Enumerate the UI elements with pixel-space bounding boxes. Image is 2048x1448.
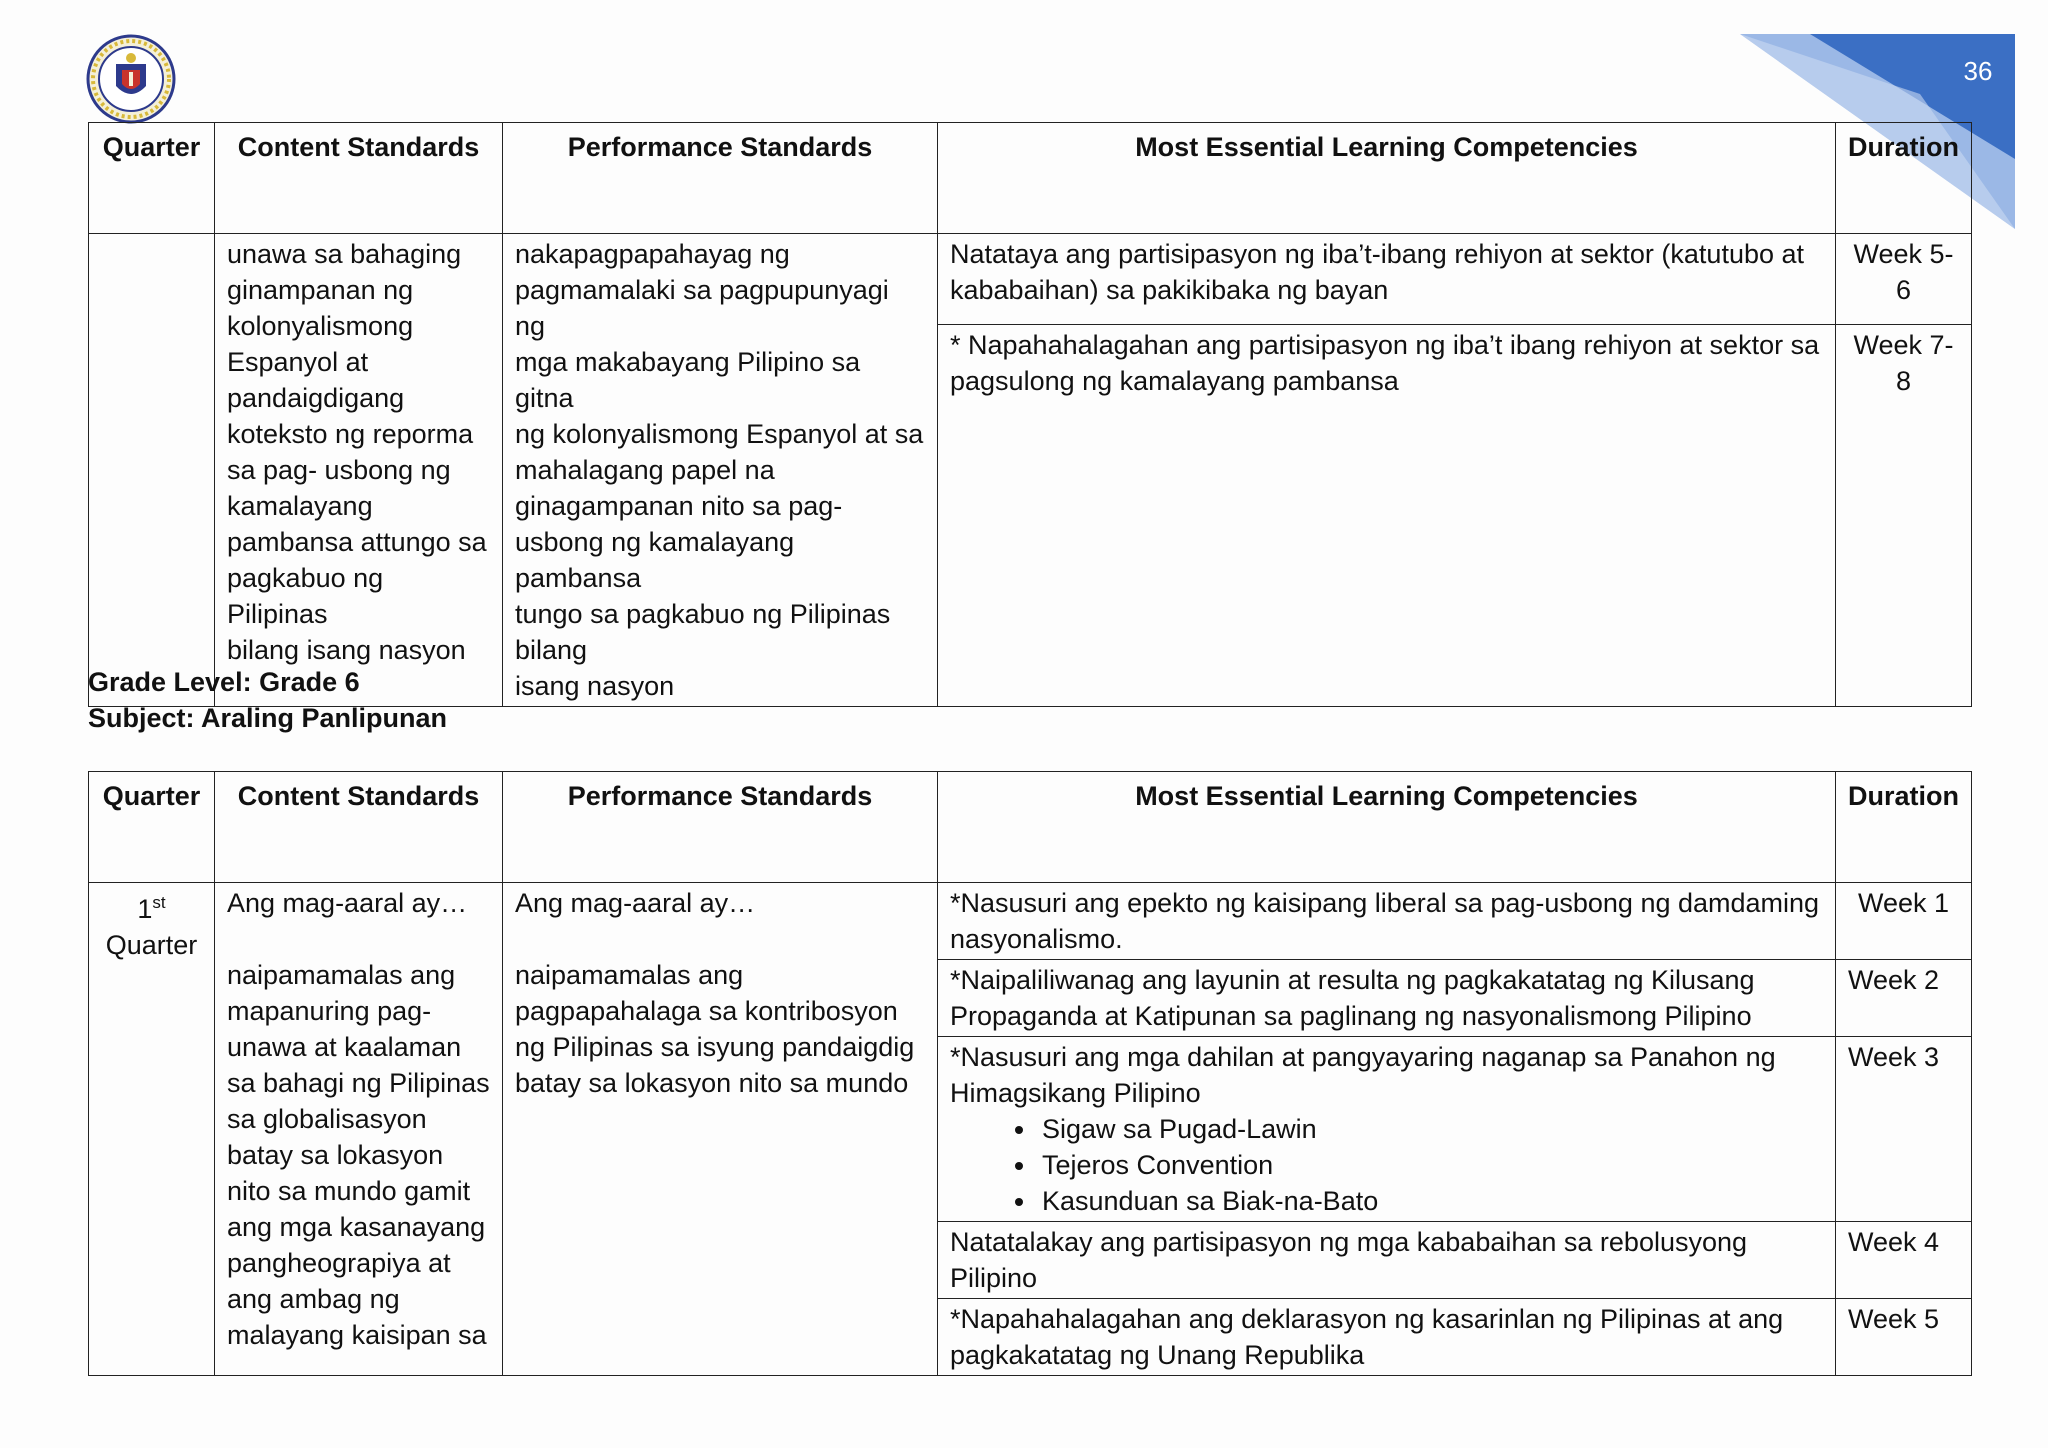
quarter-ordinal: st — [152, 893, 166, 912]
quarter-number: 1 — [137, 894, 153, 924]
content-standards-cell: unawa sa bahaging ginampanan ng kolonyalismong Espanyol at pandaigdigang koteksto ng reporma sa pag- usbong ng kamalayang pambansa attungo sa pagkabuo ng Pilipinas bilang isang nasyon — [215, 234, 503, 707]
page-number: 36 — [1963, 56, 1993, 86]
performance-standards-cell — [503, 883, 938, 1376]
melc-cell — [938, 1037, 1836, 1222]
header-melc: Most Essential Learning Competencies — [938, 772, 1836, 883]
header-duration: Duration — [1836, 772, 1972, 883]
grade-level-label: Grade Level: Grade 6 — [88, 667, 360, 697]
table-header-row — [89, 772, 1972, 883]
melc-cell: *Napahahalagahan ang deklarasyon ng kasarinlan ng Pilipinas at ang pagkakatatag ng Unang Republika — [938, 1299, 1836, 1376]
list-item: • Tejeros Convention — [1038, 1147, 1823, 1183]
header-content-standards: Content Standards — [215, 772, 503, 883]
table-row — [89, 234, 1972, 325]
header-content-standards: Content Standards — [215, 123, 503, 234]
list-item: • Kasunduan sa Biak-na-Bato — [1038, 1183, 1823, 1219]
list-item: • Sigaw sa Pugad-Lawin — [1038, 1111, 1823, 1147]
header-quarter: Quarter — [89, 123, 215, 234]
duration-cell: Week 1 — [1836, 883, 1972, 960]
melc-cell: * Napahahalagahan ang partisipasyon ng iba’t ibang rehiyon at sektor sa pagsulong ng kamalayang pambansa — [938, 325, 1836, 707]
melc-text: *Nasusuri ang mga dahilan at pangyayaring naganap sa Panahon ng Himagsikang Pilipino — [950, 1042, 1776, 1108]
melc-cell: Natatalakay ang partisipasyon ng mga kababaihan sa rebolusyong Pilipino — [938, 1222, 1836, 1299]
header-performance-standards: Performance Standards — [503, 123, 938, 234]
header-performance-standards: Performance Standards — [503, 772, 938, 883]
header-melc: Most Essential Learning Competencies — [938, 123, 1836, 234]
header-duration: Duration — [1836, 123, 1972, 234]
competency-table-continued — [88, 122, 1972, 707]
document-meta — [88, 664, 447, 736]
subject-label: Subject: Araling Panlipunan — [88, 703, 448, 733]
table-header-row — [89, 123, 1972, 234]
header-quarter: Quarter — [89, 772, 215, 883]
quarter-cell — [89, 883, 215, 1376]
table-row — [89, 883, 1972, 960]
melc-cell: *Naipaliliwanag ang layunin at resulta ng pagkakatatag ng Kilusang Propaganda at Katipunan sa paglinang ng nasyonalismong Pilipino — [938, 960, 1836, 1037]
melc-cell: Natataya ang partisipasyon ng iba’t-ibang rehiyon at sektor (katutubo at kababaihan) sa pakikibaka ng bayan — [938, 234, 1836, 325]
performance-intro: Ang mag-aaral ay… — [515, 888, 756, 918]
deped-seal-logo — [86, 34, 176, 124]
performance-standards-text: naipamamalas ang pagpapahalaga sa kontribosyon ng Pilipinas sa isyung pandaigdig batay sa lokasyon nito sa mundo — [515, 960, 915, 1098]
quarter-cell — [89, 234, 215, 707]
duration-cell: Week 2 — [1836, 960, 1972, 1037]
duration-cell: Week 4 — [1836, 1222, 1972, 1299]
content-standards-cell — [215, 883, 503, 1376]
duration-cell: Week 3 — [1836, 1037, 1972, 1222]
bullet-list — [950, 1111, 1823, 1219]
melc-cell: *Nasusuri ang epekto ng kaisipang liberal sa pag-usbong ng damdaming nasyonalismo. — [938, 883, 1836, 960]
competency-table-grade6 — [88, 771, 1972, 1376]
performance-standards-cell: nakapagpapahayag ng pagmamalaki sa pagpupunyagi ng mga makabayang Pilipino sa gitna ng kolonyalismong Espanyol at sa mahalagang papel na ginagampanan nito sa pag- usbong ng kamalayang pambansa tungo sa pagkabuo ng Pilipinas bilang isang nasyon — [503, 234, 938, 707]
quarter-word: Quarter — [105, 930, 198, 960]
duration-cell: Week 5- 6 — [1836, 234, 1972, 325]
duration-cell: Week 7- 8 — [1836, 325, 1972, 707]
content-standards-text: naipamamalas ang mapanuring pag- unawa at kaalaman sa bahagi ng Pilipinas sa globalisasyon batay sa lokasyon nito sa mundo gamit ang mga kasanayang pangheograpiya at ang ambag ng malayang kaisipan sa — [227, 960, 490, 1350]
duration-cell: Week 5 — [1836, 1299, 1972, 1376]
content-intro: Ang mag-aaral ay… — [227, 888, 468, 918]
